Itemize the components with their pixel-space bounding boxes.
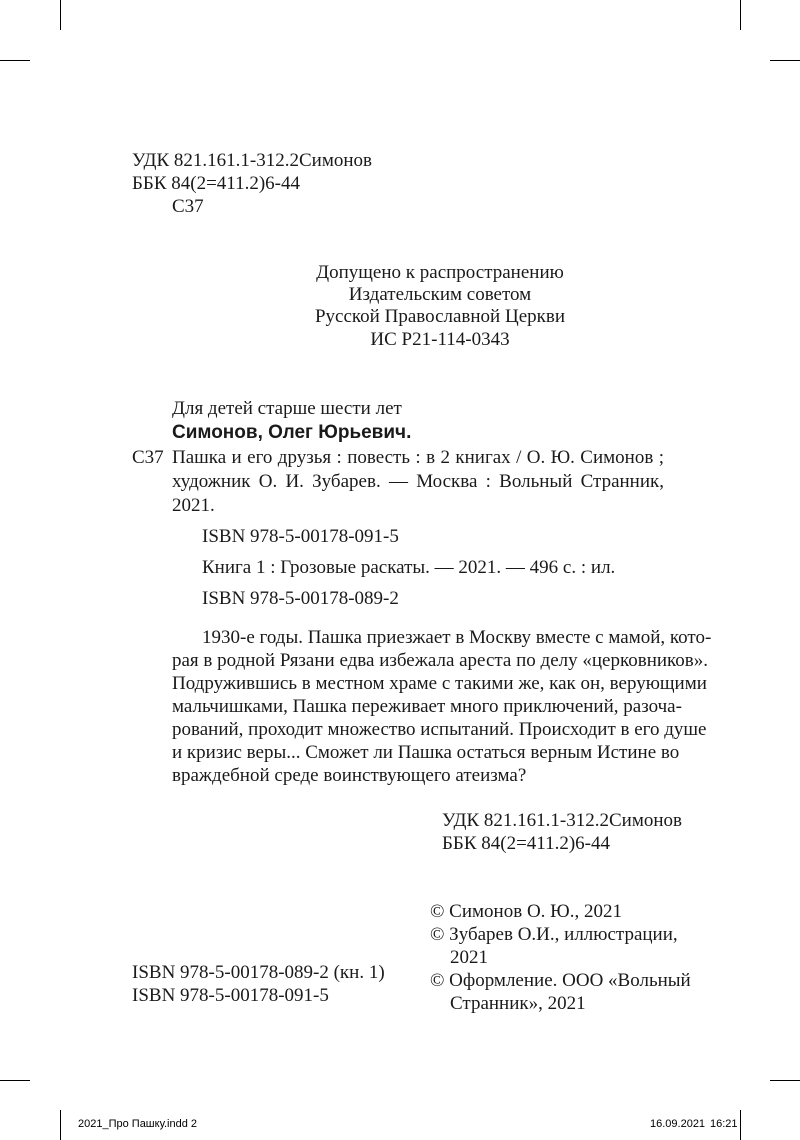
copyright-line-3: 2021 xyxy=(450,947,488,968)
title-entry-line-3: 2021. xyxy=(172,495,215,516)
isbn-footer-1: ISBN 978-5-00178-089-2 (кн. 1) xyxy=(132,962,385,983)
bbk-bottom: ББК 84(2=411.2)6-44 xyxy=(442,833,610,854)
crop-mark-bottom-right xyxy=(740,1110,741,1140)
approval-line-3: Русской Православной Церкви xyxy=(314,306,565,327)
udk-top: УДК 821.161.1-312.2Симонов xyxy=(132,150,372,171)
annotation-line-4: мальчишками, Пашка переживает много приключений, разоча- xyxy=(172,696,682,717)
crop-mark-bottom-left xyxy=(60,1110,61,1140)
isbn-footer-2: ISBN 978-5-00178-091-5 xyxy=(132,985,329,1006)
author-heading: Симонов, Олег Юрьевич. xyxy=(172,422,412,443)
author-mark-top: С37 xyxy=(172,196,204,217)
annotation-line-2: рая в родной Рязани едва избежала ареста по делу «церковников». xyxy=(172,650,709,671)
approval-line-2: Издательским советом xyxy=(348,284,532,305)
age-label: Для детей старше шести лет xyxy=(172,398,402,419)
isbn-set: ISBN 978-5-00178-091-5 xyxy=(202,526,399,547)
annotation-line-6: и кризис веры... Сможет ли Пашка остаться верным Истине во xyxy=(172,742,680,763)
copyright-line-4: © Оформление. ООО «Вольный xyxy=(430,970,691,991)
slug-date: 16.09.2021 xyxy=(650,1118,706,1130)
copyright-line-5: Странник», 2021 xyxy=(450,993,586,1014)
crop-mark-left-bottom xyxy=(0,1080,30,1081)
title-entry-line-1: Пашка и его друзья : повесть : в 2 книгах / О. Ю. Симонов ; xyxy=(172,447,664,468)
approval-line-1: Допущено к распространению xyxy=(316,262,564,283)
crop-mark-right-bottom xyxy=(770,1080,800,1081)
crop-mark-top-left xyxy=(60,0,61,30)
annotation-line-5: рований, проходит множество испытаний. Происходит в его душе xyxy=(172,719,707,740)
author-mark-side: С37 xyxy=(132,447,164,468)
annotation-line-3: Подружившись в местном храме с такими же, как он, верующими xyxy=(172,673,707,694)
annotation-line-7: враждебной среде воинствующего атеизма? xyxy=(172,765,527,786)
bbk-top: ББК 84(2=411.2)6-44 xyxy=(132,173,300,194)
slug-time: 16:21 xyxy=(710,1118,738,1130)
crop-mark-right-top xyxy=(770,60,800,61)
crop-mark-left-top xyxy=(0,60,30,61)
udk-bottom: УДК 821.161.1-312.2Симонов xyxy=(442,810,682,831)
book-entry: Книга 1 : Грозовые раскаты. — 2021. — 496 с. : ил. xyxy=(202,557,616,578)
title-entry-line-2: художник О. И. Зубарев. — Москва : Вольный Странник, xyxy=(172,471,664,492)
copyright-line-2: © Зубарев О.И., иллюстрации, xyxy=(430,924,678,945)
annotation-line-1: 1930-е годы. Пашка приезжает в Москву вместе с мамой, кото- xyxy=(202,627,712,648)
approval-code: ИС Р21-114-0343 xyxy=(370,329,510,350)
isbn-book: ISBN 978-5-00178-089-2 xyxy=(202,588,399,609)
copyright-line-1: © Симонов О. Ю., 2021 xyxy=(430,901,622,922)
slug-file: 2021_Про Пашку.indd 2 xyxy=(78,1118,197,1130)
crop-mark-top-right xyxy=(740,0,741,30)
